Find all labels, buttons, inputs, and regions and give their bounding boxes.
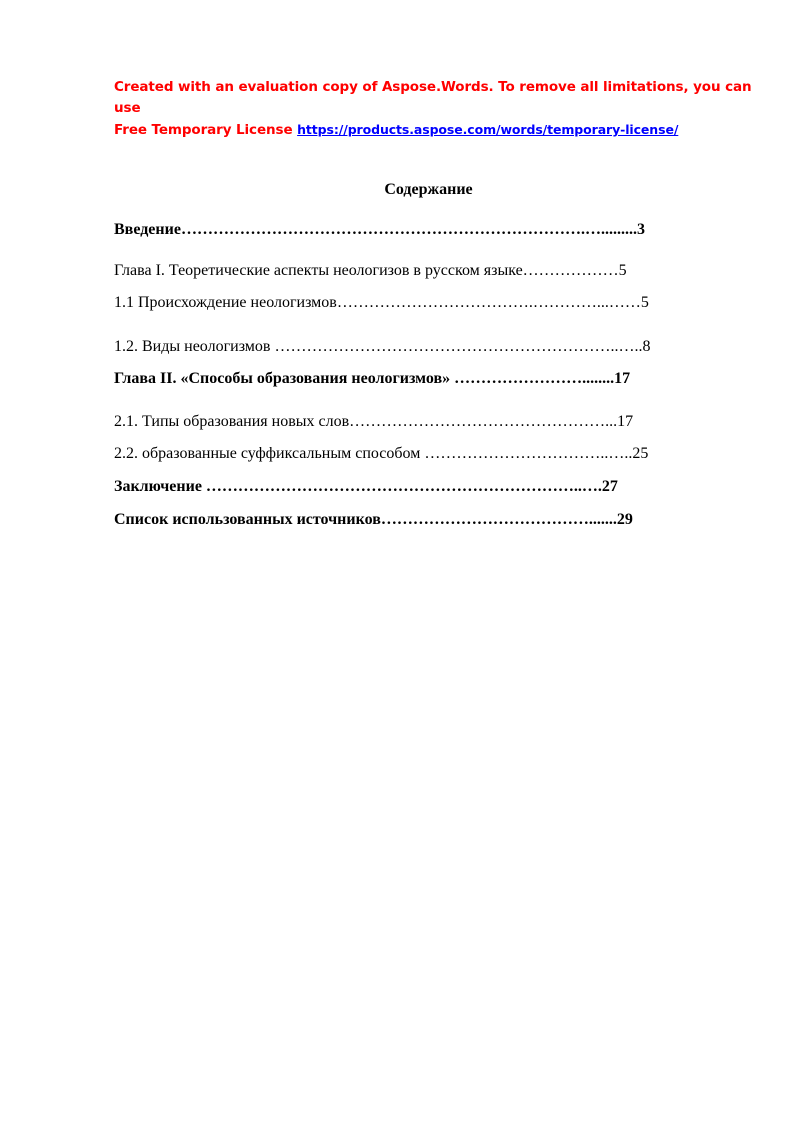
toc-entry-conclusion: Заключение ……………………………………………………………..….27 [114,478,618,495]
toc-entry-section-1-2: 1.2. Виды неологизмов ………………………………………………………..…..8 [114,338,651,355]
evaluation-notice [114,77,754,141]
toc-entry-section-2-2: 2.2. образованные суффиксальным способом ……………………………..…..25 [114,445,649,462]
toc-title: Содержание [384,181,473,198]
evaluation-notice-line1: Created with an evaluation copy of Aspose.Words. To remove all limitations, you can use [114,79,752,116]
toc-entry-chapter-1: Глава I. Теоретические аспекты неологизов в русском языке………………5 [114,262,627,279]
toc-entry-section-1-1: 1.1 Происхождение неологизмов……………………………….…………...……5 [114,294,649,311]
temporary-license-link[interactable]: https://products.aspose.com/words/temporary-license/ [297,122,679,137]
toc-entry-section-2-1: 2.1. Типы образования новых слов…………………………………………...17 [114,413,634,430]
evaluation-notice-prefix: Free Temporary License [114,122,298,138]
toc-entry-references: Список использованных источников………………………………….......29 [114,511,633,528]
evaluation-notice-line2 [114,119,754,141]
toc-entry-chapter-2: Глава II. «Способы образования неологизмов» ……………………........17 [114,370,631,387]
toc-entry-introduction: Введение………………………………………………………………….….........3 [114,221,645,238]
